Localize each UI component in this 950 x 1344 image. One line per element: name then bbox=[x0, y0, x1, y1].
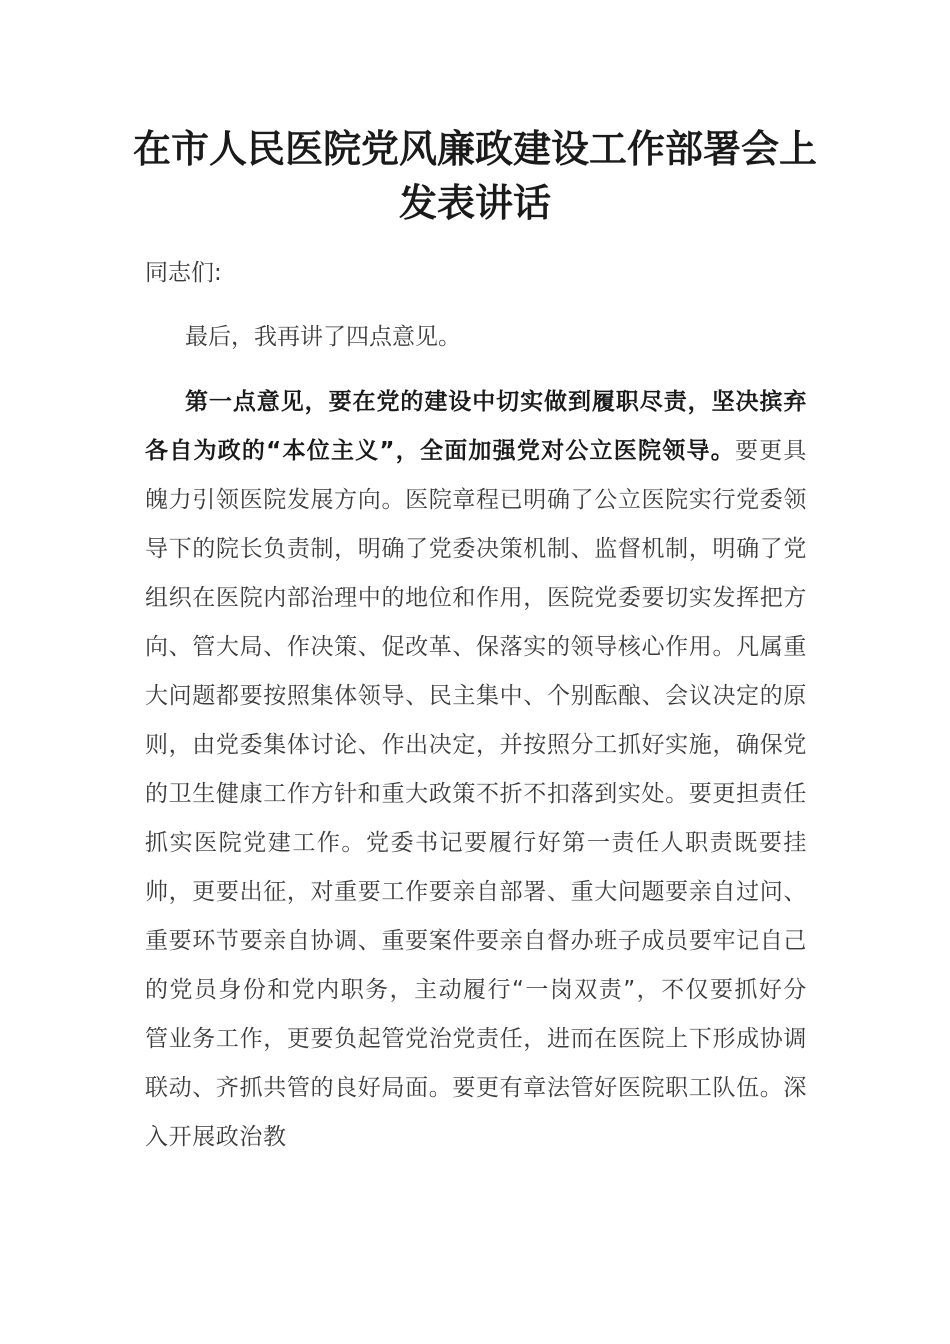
point-one-body: 要更具魄力引领医院发展方向。医院章程已明确了公立医院实行党委领导下的院长负责制，明确了党委决策机制、监督机制，明确了党组织在医院内部治理中的地位和作用，医院党委要切实发挥把方向、管大局、作决策、促改革、保落实的领导核心作用。凡属重大问题都要按照集体领导、民主集中、个别酝酿、会议决定的原则，由党委集体讨论、作出决定，并按照分工抓好实施，确保党的卫生健康工作方针和重大政策不折不扣落到实处。要更担责任抓实医院党建工作。党委书记要履行好第一责任人职责既要挂帅，更要出征，对重要工作要亲自部署、重大问题要亲自过问、重要环节要亲自协调、重要案件要亲自督办班子成员要牢记自己的党员身份和党内职务，主动履行“一岗双责”，不仅要抓好分管业务工作，更要负起管党治党责任，进而在医院上下形成协调联动、齐抓共管的良好局面。要更有章法管好医院职工队伍。深入开展政治教 bbox=[145, 438, 807, 1150]
title-line-2: 发表讲话 bbox=[398, 180, 551, 225]
salutation: 同志们: bbox=[145, 260, 222, 286]
title-line-1: 在市人民医院党风廉政建设工作部署会上 bbox=[132, 126, 817, 171]
document-body bbox=[145, 252, 807, 1162]
document-title bbox=[0, 122, 950, 230]
point-one-paragraph bbox=[145, 378, 807, 1162]
point-one-heading: 第一点意见，要在党的建设中切实做到履职尽责，坚决摈弃各自为政的“本位主义”，全面加强党对公立医院领导。 bbox=[145, 389, 807, 464]
intro-paragraph: 最后，我再讲了四点意见。 bbox=[185, 324, 461, 350]
